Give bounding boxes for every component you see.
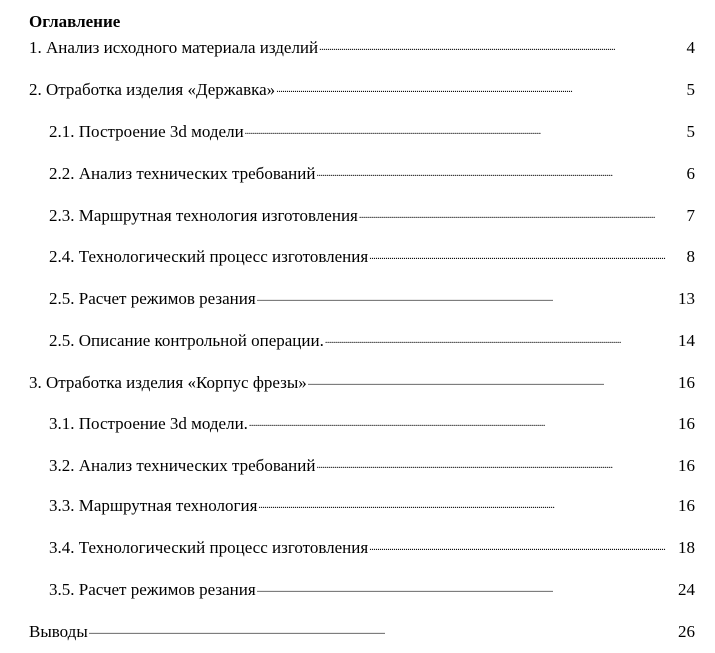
toc-entry-3-2[interactable] bbox=[49, 456, 695, 476]
dot-leader bbox=[257, 290, 676, 304]
dot-leader bbox=[276, 81, 684, 95]
dot-leader bbox=[89, 623, 676, 637]
dot-leader bbox=[245, 123, 685, 137]
toc-entry-1[interactable] bbox=[29, 38, 695, 58]
dot-leader bbox=[359, 207, 685, 221]
toc-entry-text: 2. Отработка изделия «Державка» bbox=[29, 80, 276, 99]
toc-entry-2-1[interactable] bbox=[49, 122, 695, 142]
dot-leader bbox=[249, 415, 676, 429]
toc-entry-text: 3.4. Технологический процесс изготовления bbox=[49, 538, 369, 557]
toc-entry-page: 5 bbox=[686, 80, 695, 99]
toc-entry-text: 2.2. Анализ технических требований bbox=[49, 164, 316, 183]
toc-entry-page: 14 bbox=[678, 331, 695, 350]
toc-entry-page: 26 bbox=[678, 622, 695, 641]
dot-leader bbox=[369, 248, 684, 262]
toc-entry-2-2[interactable] bbox=[49, 164, 695, 184]
dot-leader bbox=[319, 39, 684, 53]
toc-entry-page: 16 bbox=[678, 414, 695, 433]
toc-entry-2-5[interactable] bbox=[49, 289, 695, 309]
toc-entry-text: 2.3. Маршрутная технология изготовления bbox=[49, 206, 358, 225]
toc-entry-conclusions[interactable] bbox=[29, 622, 695, 642]
toc-entry-2-5-control[interactable] bbox=[49, 331, 695, 351]
toc-entry-text: 2.4. Технологический процесс изготовления bbox=[49, 247, 369, 266]
toc-entry-page: 8 bbox=[686, 247, 695, 266]
dot-leader bbox=[369, 539, 676, 553]
dot-leader bbox=[257, 581, 676, 595]
toc-entry-text: Выводы bbox=[29, 622, 88, 641]
toc-entry-text: 2.1. Построение 3d модели bbox=[49, 122, 244, 141]
dot-leader bbox=[308, 374, 676, 388]
toc-entry-text: 3.5. Расчет режимов резания bbox=[49, 580, 256, 599]
dot-leader bbox=[316, 165, 684, 179]
dot-leader bbox=[316, 457, 676, 471]
toc-entry-3-1[interactable] bbox=[49, 414, 695, 434]
toc-entry-3-4[interactable] bbox=[49, 538, 695, 558]
toc-entry-page: 16 bbox=[678, 373, 695, 392]
toc-entry-page: 18 bbox=[678, 538, 695, 557]
toc-entry-text: 2.5. Расчет режимов резания bbox=[49, 289, 256, 308]
toc-entry-page: 5 bbox=[686, 122, 695, 141]
toc-entry-2-3[interactable] bbox=[49, 206, 695, 226]
toc-heading: Оглавление bbox=[29, 12, 121, 31]
toc-entry-page: 13 bbox=[678, 289, 695, 308]
toc-entry-page: 16 bbox=[678, 496, 695, 515]
toc-entry-page: 24 bbox=[678, 580, 695, 599]
toc-entry-page: 4 bbox=[686, 38, 695, 57]
toc-entry-text: 3.1. Построение 3d модели. bbox=[49, 414, 248, 433]
toc-entry-2[interactable] bbox=[29, 80, 695, 100]
toc-entry-text: 3. Отработка изделия «Корпус фрезы» bbox=[29, 373, 307, 392]
toc-entry-3-5[interactable] bbox=[49, 580, 695, 600]
toc-entry-page: 16 bbox=[678, 456, 695, 475]
dot-leader bbox=[325, 332, 676, 346]
toc-entry-3-3[interactable] bbox=[49, 496, 695, 516]
toc-entry-text: 2.5. Описание контрольной операции. bbox=[49, 331, 324, 350]
toc-entry-text: 1. Анализ исходного материала изделий bbox=[29, 38, 319, 57]
toc-entry-3[interactable] bbox=[29, 373, 695, 393]
toc-entry-2-4[interactable] bbox=[49, 247, 695, 267]
toc-entry-text: 3.3. Маршрутная технология bbox=[49, 496, 258, 515]
dot-leader bbox=[258, 497, 676, 511]
toc-entry-page: 7 bbox=[686, 206, 695, 225]
toc-entry-page: 6 bbox=[686, 164, 695, 183]
toc-entry-text: 3.2. Анализ технических требований bbox=[49, 456, 316, 475]
